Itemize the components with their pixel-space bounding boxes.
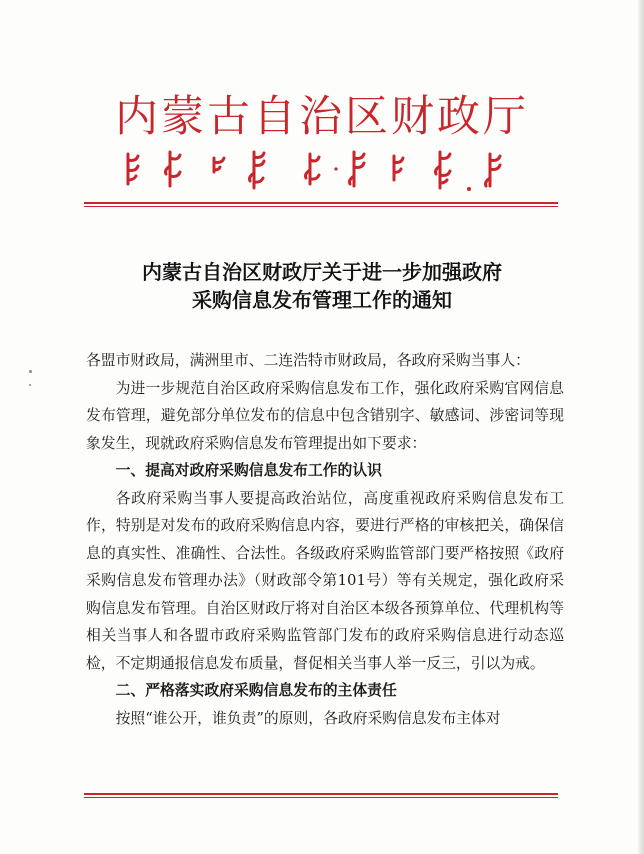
footer-red-rule <box>84 793 558 798</box>
section-1-heading: 一、提高对政府采购信息发布工作的认识 <box>115 462 382 479</box>
title-line-1: 内蒙古自治区财政厅关于进一步加强政府 <box>142 260 502 284</box>
intro-paragraph: 为进一步规范自治区政府采购信息发布工作，强化政府采购官网信息发布管理，避免部分单位发布的信息中包含错别字、敏感词、涉密词等现象发生，现就政府采购信息发布管理提出如下要求： <box>86 379 564 452</box>
section-2-heading: 二、严格落实政府采购信息发布的主体责任 <box>115 682 397 699</box>
section-1-paragraph: 各政府采购当事人要提高政治站位，高度重视政府采购信息发布工作，特别是对发布的政府采购信息内容，要进行严格的审核把关，确保信息的真实性、准确性、合法性。各级政府采购监管部门要严格按照《政府采购信息发布管理办法》（财政部令第101号）等有关规定，强化政府采购信息发布管理。自治区财政厅将对自治区本级各预算单位、代理机构等相关当事人和各盟市政府采购监管部门发布的政府采购信息进行动态巡检，不定期通报信息发布质量，督促相关当事人举一反三，引以为戒。 <box>86 489 564 672</box>
letterhead-mongolian-script <box>118 148 523 192</box>
letterhead-org-name: 内蒙古自治区财政厅 <box>115 92 529 142</box>
salutation: 各盟市财政局，满洲里市、二连浩特市财政局，各政府采购当事人： <box>86 352 530 369</box>
letterhead-red-rule <box>84 202 558 207</box>
scan-speck <box>29 370 32 373</box>
document-title <box>0 258 644 314</box>
title-line-2: 采购信息发布管理工作的通知 <box>192 288 452 312</box>
section-2-paragraph: 按照“谁公开，谁负责”的原则，各政府采购信息发布主体对 <box>115 709 501 727</box>
scan-speck <box>29 384 31 386</box>
document-body <box>86 347 564 732</box>
